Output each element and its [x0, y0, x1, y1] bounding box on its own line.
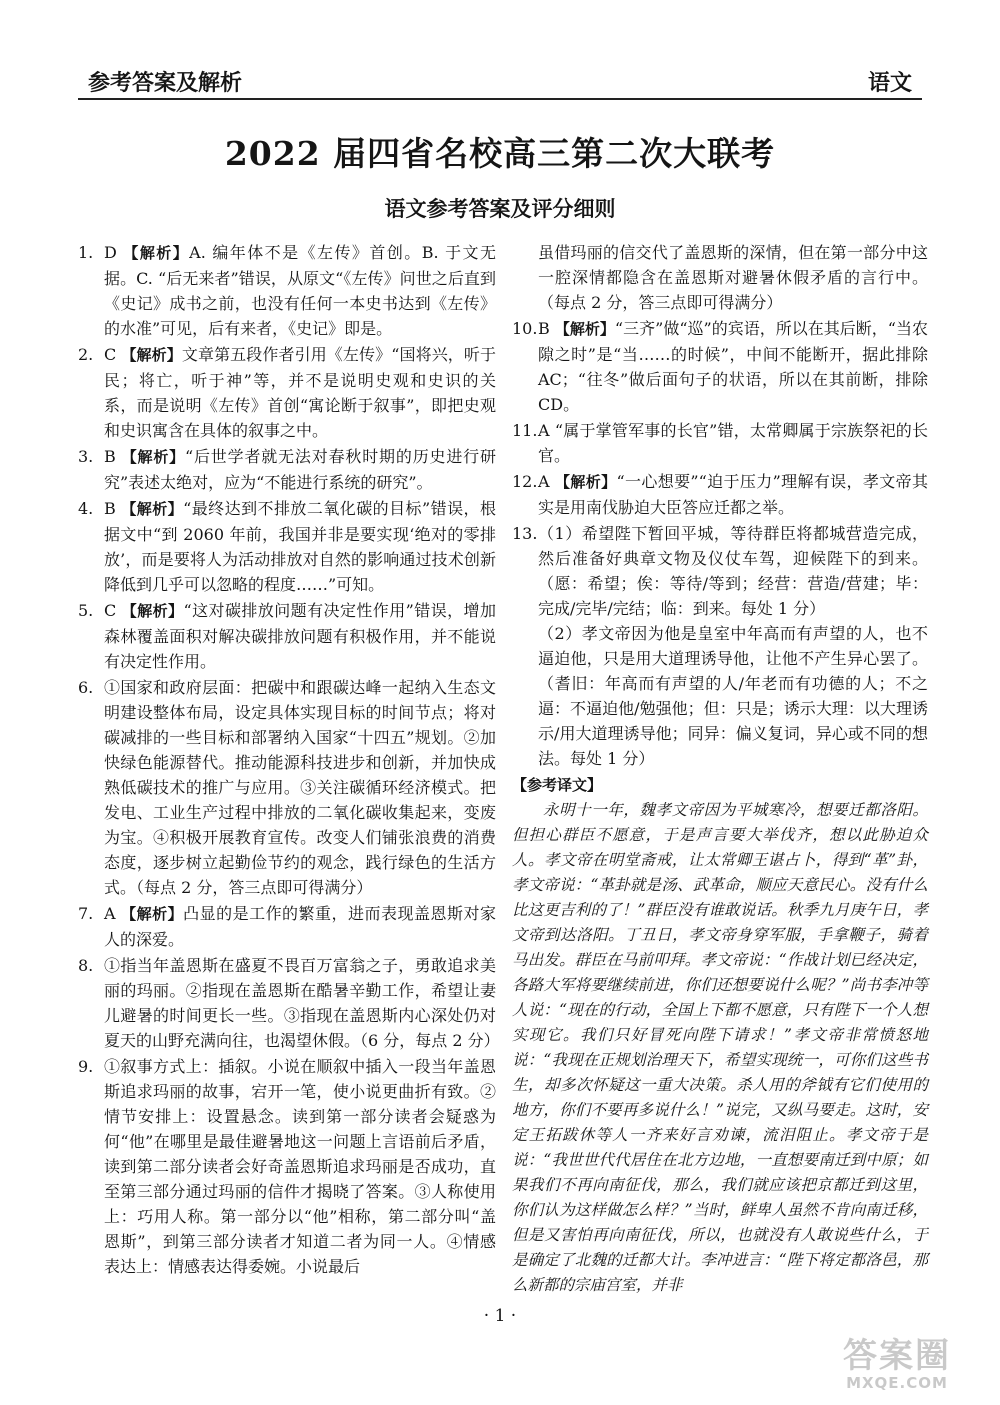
item-text: ①指当年盖恩斯在盛夏不畏百万富翁之子，勇敢追求美丽的玛丽。②指现在盖恩斯在酷暑辛勤工作，希望让妻儿避暑的时间更长一些。③指现在盖恩斯内心深处仍对夏天的山野充满向往，也渴望休假。（6 分，每点 2 分）: [104, 956, 500, 1050]
answer-item-12: [512, 469, 928, 520]
item-analysis-tag: 【解析】: [555, 473, 617, 491]
item-analysis-tag: 【解析】: [123, 244, 190, 262]
item-text: “最终达到不排放二氧化碳的目标”错误，根据文中“到 2060 年前，我国并非是要实现‘绝对的零排放’，而是要将人为活动排放对自然的影响通过技术创新降低到几乎可以忽略的程度……”可知。: [104, 499, 496, 594]
answer-item-11: [512, 418, 928, 468]
item-answer: D: [104, 243, 117, 262]
item-answer: A: [538, 472, 550, 491]
left-column: [78, 240, 500, 1280]
document-subtitle: 语文参考答案及评分细则: [384, 197, 616, 221]
item-answer: C: [104, 345, 117, 364]
item-answer: B: [104, 499, 116, 518]
reference-translation-text: 永明十一年，魏孝文帝因为平城寒冷，想要迁都洛阳。但担心群臣不愿意，于是声言要大举伐齐，想以此胁迫众人。孝文帝在明堂斋戒，让太常卿王谌占卜，得到“革”卦，孝文帝说：“革卦就是汤、武革命，顺应天意民心。没有什么比这更吉利的了！”群臣没有谁敢说话。秋季九月庚午日，孝文帝到达洛阳。丁丑日，孝文帝身穿军服，手拿鞭子，骑着马出发。群臣在马前叩拜。孝文帝说：“作战计划已经决定，各路大军将要继续前进，你们还想要说什么呢？”尚书李冲等人说：“现在的行动，全国上下都不愿意，只有陛下一个人想实现它。我们只好冒死向陛下请求！”孝文帝非常愤怒地说：“我现在正规划治理天下，希望实现统一，可你们这些书生，却多次怀疑这一重大决策。杀人用的斧钺有它们使用的地方，你们不要再多说什么！”说完，又纵马要走。这时，安定王拓跋休等人一齐来好言劝谏，流泪阻止。孝文帝于是说：“我世世代代居住在北方边地，一直想要南迁到中原；如果我们不再向南征伐，那么，我们就应该把京都迁到这里，你们认为这样做怎么样？”当时，鲜卑人虽然不肯向南迁移，但是又害怕再向南征伐，所以，也就没有人敢说些什么，于是确定了北魏的迁都大计。李冲进言：“陛下将定都洛邑，那么新都的宗庙宫室，并非: [512, 801, 928, 1294]
answer-item-7: [78, 901, 496, 952]
answer-item-1: [78, 240, 496, 341]
answer-item-8: [78, 953, 500, 1053]
item-text: （1）希望陛下暂回平城，等待群臣将都城营造完成，然后准备好典章文物及仪仗车驾，迎候陛下的到来。（愿：希望；俟：等待/等到；经营：营造/营建；毕：完成/完毕/完结；临：到来。每处 1 分）: [538, 524, 928, 618]
item-answer: B: [104, 447, 116, 466]
item-text: 虽借玛丽的信交代了盖恩斯的深情，但在第一部分中这一腔深情都隐含在盖恩斯对避暑休假矛盾的言行中。（每点 2 分，答三点即可得满分）: [538, 243, 928, 312]
item-13-part-2: （2）孝文帝因为他是皇室中年高而有声望的人，也不逼迫他，只是用大道理诱导他，让他不产生异心罢了。（耆旧：年高而有声望的人/年老而有功德的人；不之逼：不逼迫他/勉强他；但：只是；诱示大理：以大理诱示/用大道理诱导他；同异：偏义复词，异心或不同的想法。每处 1 分）: [538, 624, 928, 768]
item-number: 6.: [78, 678, 94, 697]
item-analysis-tag: 【解析】: [121, 448, 185, 466]
page-header: [78, 60, 922, 100]
reference-translation-heading: 【参考译文】: [512, 776, 603, 794]
item-text: 凸显的是工作的繁重，进而表现盖恩斯对家人的深爱。: [104, 904, 496, 949]
item-text: ①叙事方式上：插叙。小说在顺叙中插入一段当年盖恩斯追求玛丽的故事，宕开一笔，使小说更曲折有致。②情节安排上：设置悬念。读到第一部分读者会疑惑为何“他”在哪里是最佳避暑地这一问题上言语前后矛盾，读到第二部分读者会好奇盖恩斯追求玛丽是否成功，直至第三部分通过玛丽的信件才揭晓了答案。③人称使用上：巧用人称。第一部分以“他”相称，第二部分叫“盖恩斯”，到第三部分读者才知道二者为同一人。④情感表达上：情感表达得委婉。小说最后: [104, 1057, 496, 1276]
answer-item-4: [78, 496, 496, 597]
item-answer: A: [538, 421, 550, 440]
header-section-label: 参考答案及解析: [88, 71, 243, 96]
item-analysis-tag: 【解析】: [121, 905, 184, 923]
item-answer: B: [538, 319, 550, 338]
item-number: 5.: [78, 601, 94, 620]
item-text: ①国家和政府层面：把碳中和跟碳达峰一起纳入生态文明建设整体布局，设定具体实现目标的时间节点；将对碳减排的一些目标和部署纳入国家“十四五”规划。②加快绿色能源替代。推动能源科技进步和创新，并加快成熟低碳技术的推广与应用。③关注碳循环经济模式。把发电、工业生产过程中排放的二氧化碳收集起来，变废为宝。④积极开展教育宣传。改变人们铺张浪费的消费态度，逐步树立起勤俭节约的观念，践行绿色的生活方式。（每点 2 分，答三点即可得满分）: [104, 678, 496, 897]
item-number: 2.: [78, 345, 94, 364]
document-title: 2022 届四省名校高三第二次大联考: [224, 134, 776, 173]
item-text: “属于掌管军事的长官”错，太常卿属于宗族祭祀的长官。: [538, 421, 928, 465]
item-number: 3.: [78, 447, 94, 466]
item-number: 10.: [512, 319, 538, 338]
answer-item-9-continued: [512, 240, 928, 315]
answer-item-5: [78, 598, 496, 674]
watermark-url: MXQE.COM: [846, 1374, 948, 1392]
item-number: 9.: [78, 1057, 94, 1076]
item-text: A. 编年体不是《左传》首创。B. 于文无据。C. “后无来者”错误，从原文“《左传》问世之后直到《史记》成书之前，也没有任何一本史书达到《左传》的水准”可见，后有来者，《史记》即是。: [104, 243, 496, 338]
item-number: 7.: [78, 904, 94, 923]
right-column: [512, 240, 928, 1298]
watermark-logo-text: 答案圈: [843, 1336, 951, 1376]
page-number: · 1 ·: [483, 1306, 517, 1326]
answer-item-6: [78, 675, 496, 900]
item-number: 13.: [512, 524, 538, 543]
item-text: “这对碳排放问题有决定性作用”错误，增加森林覆盖面积对解决碳排放问题有积极作用，并不能说有决定性作用。: [104, 601, 496, 671]
item-analysis-tag: 【解析】: [121, 346, 182, 364]
item-text: “一心想要”“迫于压力”理解有误，孝文帝其实是用南伐胁迫大臣答应迁都之举。: [538, 472, 928, 517]
item-analysis-tag: 【解析】: [554, 320, 615, 338]
answer-item-2: [78, 342, 496, 443]
item-text: “三齐”做“巡”的宾语，所以在其后断，“当农隙之时”是“当……的时候”，中间不能断开，据此排除 AC；“往冬”做后面句子的状语，所以在其前断，排除 CD。: [538, 319, 928, 414]
site-watermark: [812, 1338, 982, 1398]
item-text: “后世学者就无法对春秋时期的历史进行研究”表述太绝对，应为“不能进行系统的研究”。: [104, 447, 496, 492]
header-subject-label: 语文: [867, 71, 912, 96]
item-answer: C: [104, 601, 117, 620]
item-number: 8.: [78, 956, 94, 975]
item-analysis-tag: 【解析】: [121, 602, 184, 620]
item-answer: A: [104, 904, 116, 923]
item-number: 4.: [78, 499, 94, 518]
answer-item-13: [512, 521, 928, 771]
answer-item-10: [512, 316, 928, 417]
item-number: 12.: [512, 472, 538, 491]
answer-item-9: [78, 1054, 496, 1279]
item-analysis-tag: 【解析】: [121, 500, 184, 518]
answer-item-3: [78, 444, 496, 495]
item-number: 11.: [512, 421, 538, 440]
item-text: 文章第五段作者引用《左传》“国将兴，听于民；将亡，听于神”等，并不是说明史观和史识的关系，而是说明《左传》首创“寓论断于叙事”，即把史观和史识寓含在具体的叙事之中。: [104, 345, 496, 440]
item-number: 1.: [78, 243, 94, 262]
